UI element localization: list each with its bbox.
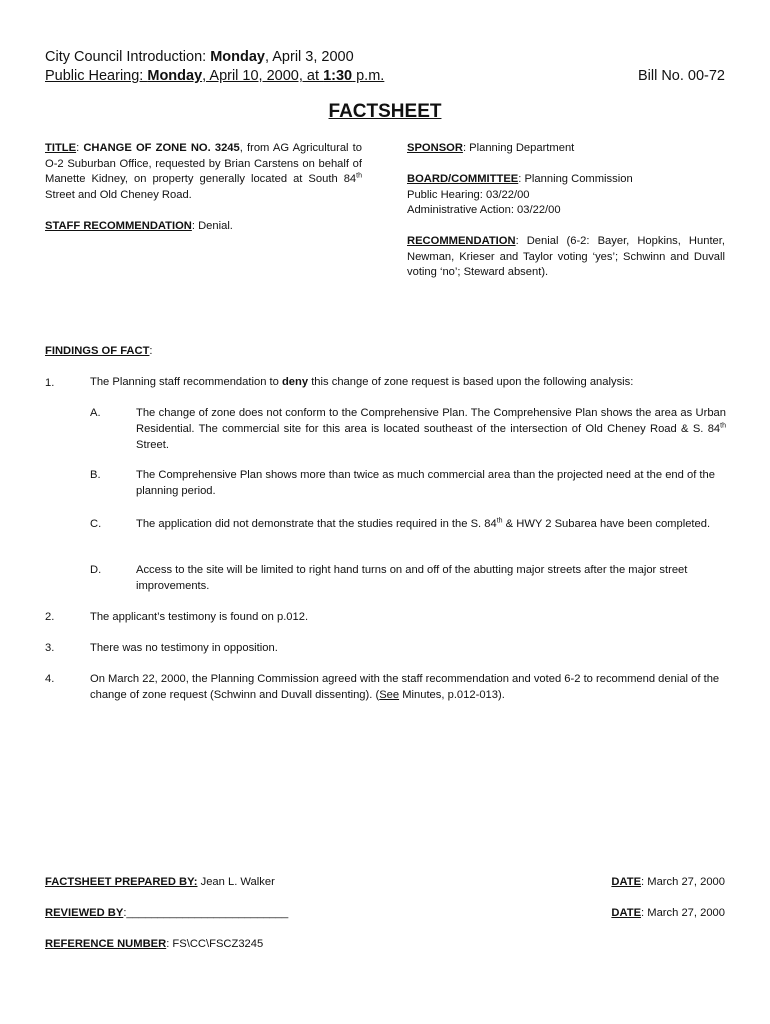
finding-2: The applicant’s testimony is found on p.012. (90, 611, 309, 623)
finding-4: On March 22, 2000, the Planning Commission agreed with the staff recommendation and voted 6-2 to recommend denial of the change of zone request (Schwinn and Duvall dissenting). (See Minutes, p.012-013). (90, 673, 720, 701)
bill-number: Bill No. 00-72 (637, 68, 725, 84)
subitem-label-b: B. (90, 469, 101, 481)
reviewed-by: REVIEWED BY:__________________________ (45, 907, 289, 919)
subitem-d: Access to the site will be limited to right hand turns on and off of the abutting major streets after the major street improvements. (136, 564, 688, 592)
document-title: FACTSHEET (328, 101, 442, 122)
finding-number-1: 1. (45, 377, 55, 389)
prepared-date: DATE: March 27, 2000 (611, 876, 725, 888)
public-hearing-line: Public Hearing: Monday, April 10, 2000, at 1:30 p.m. (45, 68, 385, 84)
title-block: TITLE: CHANGE OF ZONE NO. 3245, from AG Agricultural to O-2 Suburban Office, requested by Brian Carstens on behalf of Manette Kidney, on property generally located at South 84th Street and Old Cheney Road. (45, 142, 362, 201)
sponsor: SPONSOR: Planning Department (407, 142, 575, 154)
administrative-action-date: Administrative Action: 03/22/00 (407, 204, 561, 217)
finding-number-2: 2. (45, 611, 55, 623)
reviewed-date: DATE: March 27, 2000 (611, 907, 725, 919)
finding-1: The Planning staff recommendation to deny this change of zone request is based upon the following analysis: (90, 376, 634, 388)
subitem-label-a: A. (90, 407, 101, 419)
finding-number-4: 4. (45, 673, 55, 685)
subitem-b: The Comprehensive Plan shows more than twice as much commercial area than the projected need at the end of the planning period. (136, 469, 715, 497)
council-introduction-line: City Council Introduction: Monday, April 3, 2000 (45, 49, 354, 65)
subitem-a: The change of zone does not conform to the Comprehensive Plan. The Comprehensive Plan shows the area as Urban Residential. The commercial site for this area is located southeast of the intersection of Old Cheney Road & S. 84th Street. (136, 407, 726, 451)
finding-3: There was no testimony in opposition. (90, 642, 278, 654)
subitem-label-c: C. (90, 518, 102, 530)
commission-recommendation: RECOMMENDATION: Denial (6-2: Bayer, Hopkins, Hunter, Newman, Krieser and Taylor voting ‘yes’; Schwinn and Duvall voting ‘no’; Steward absent). (407, 235, 725, 279)
subitem-c: The application did not demonstrate that the studies required in the S. 84th & HWY 2 Subarea have been completed. (136, 517, 711, 530)
subitem-label-d: D. (90, 564, 102, 576)
public-hearing-date: Public Hearing: 03/22/00 (407, 188, 530, 201)
findings-heading: FINDINGS OF FACT: (45, 345, 153, 357)
staff-recommendation: STAFF RECOMMENDATION: Denial. (45, 220, 233, 232)
finding-number-3: 3. (45, 642, 55, 654)
prepared-by: FACTSHEET PREPARED BY: Jean L. Walker (45, 876, 275, 888)
board-committee: BOARD/COMMITTEE: Planning Commission Public Hearing: 03/22/00 Administrative Action: 03/22/00 (407, 172, 725, 219)
reference-number: REFERENCE NUMBER: FS\CC\FSCZ3245 (45, 938, 264, 950)
